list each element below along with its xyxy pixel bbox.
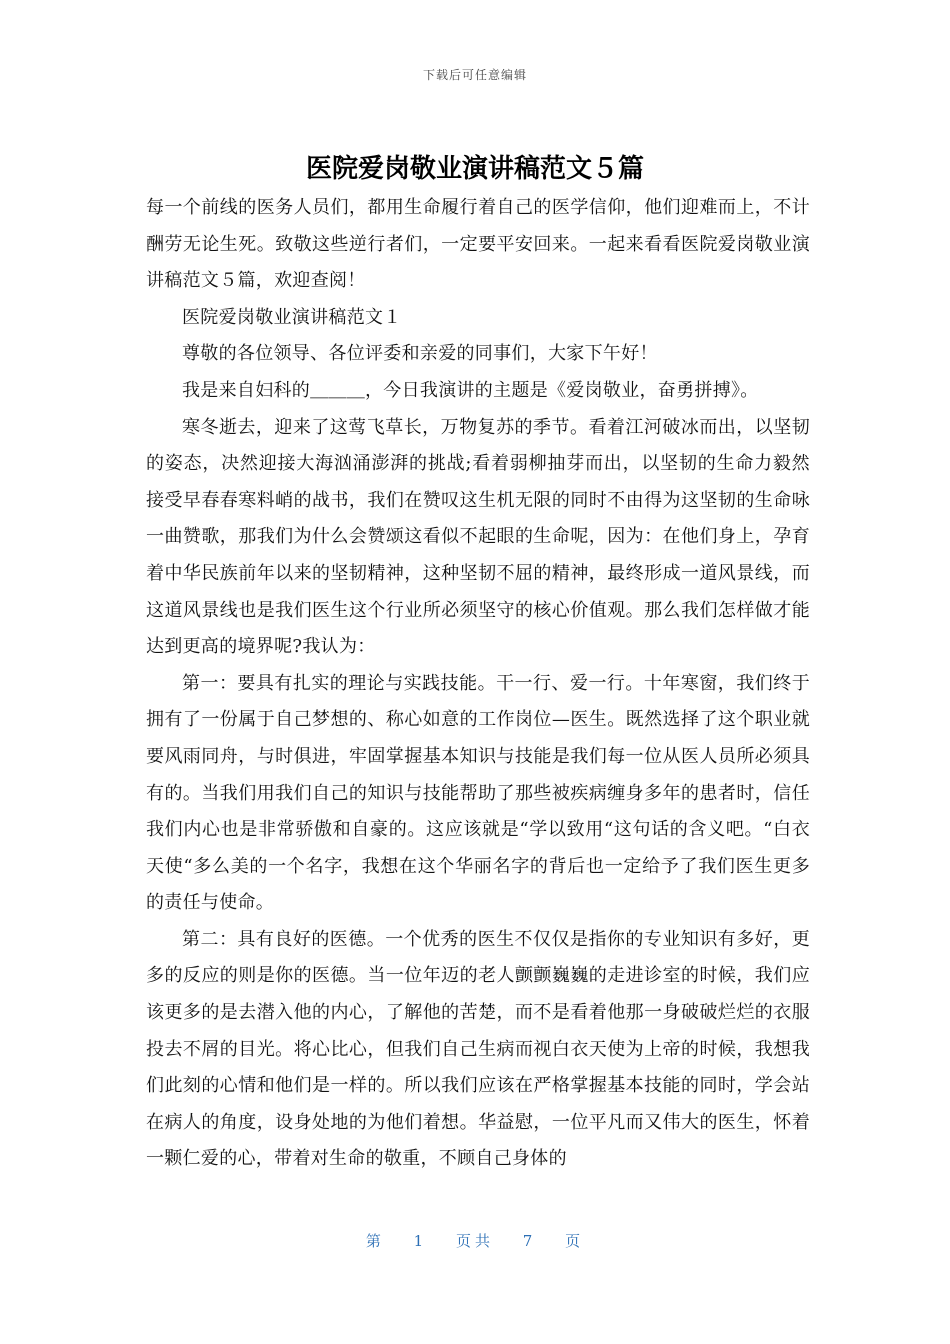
page-footer xyxy=(0,1230,950,1251)
footer-prefix: 第 xyxy=(365,1232,385,1250)
intro-paragraph: 每一个前线的医务人员们，都用生命履行着自己的医学信仰，他们迎难而上，不计酬劳无论生死。致敬这些逆行者们，一定要平安回来。一起来看看医院爱岗敬业演讲稿范文５篇，欢迎查阅！ xyxy=(146,197,810,292)
body-paragraph: 第一：要具有扎实的理论与实践技能。干一行、爱一行。十年寒窗，我们终于拥有了一份属于自己梦想的、称心如意的工作岗位—医生。既然选择了这个职业就要风雨同舟，与时俱进，牢固掌握基本知识与技能是我们每一位从医人员所必须具有的。当我们用我们自己的知识与技能帮助了那些被疾病缠身多年的患者时，信任我们内心也是非常骄傲和自豪的。这应该就是“学以致用“这句话的含义吧。“白衣天使“多么美的一个名字，我想在这个华丽名字的背后也一定给予了我们医生更多的责任与使命。 xyxy=(146,672,810,914)
footer-suffix: 页 xyxy=(565,1232,585,1250)
document-title: 医院爱岗敬业演讲稿范文５篇 xyxy=(305,154,644,184)
footer-page-number: 1 xyxy=(413,1232,428,1250)
section-heading: 医院爱岗敬业演讲稿范文１ xyxy=(182,306,402,328)
topic-paragraph: 我是来自妇科的＿＿＿，今日我演讲的主题是《爱岗敬业，奋勇拼搏》。 xyxy=(182,379,759,401)
footer-middle: 页共 xyxy=(455,1232,494,1250)
header-note: 下载后可任意编辑 xyxy=(422,68,527,82)
document-body xyxy=(146,190,810,1178)
greeting-paragraph: 尊敬的各位领导、各位评委和亲爱的同事们，大家下午好！ xyxy=(182,343,658,365)
footer-page-total: 7 xyxy=(522,1232,537,1250)
body-paragraph: 第二：具有良好的医德。一个优秀的医生不仅仅是指你的专业知识有多好，更多的反应的则是你的医德。当一位年迈的老人颤颤巍巍的走进诊室的时候，我们应该更多的是去潜入他的内心，了解他的苦楚，而不是看着他那一身破破烂烂的衣服投去不屑的目光。将心比心，但我们自己生病而视白衣天使为上帝的时候，我想我们此刻的心情和他们是一样的。所以我们应该在严格掌握基本技能的同时，学会站在病人的角度，设身处地的为他们着想。华益慰，一位平凡而又伟大的医生，怀着一颗仁爱的心，带着对生命的敬重，不顾自己身体的 xyxy=(146,928,810,1170)
body-paragraph: 寒冬逝去，迎来了这莺飞草长，万物复苏的季节。看着江河破冰而出，以坚韧的姿态，决然迎接大海汹涌澎湃的挑战;看着弱柳抽芽而出，以坚韧的生命力毅然接受早春春寒料峭的战书，我们在赞叹这生机无限的同时不由得为这坚韧的生命咏一曲赞歌，那我们为什么会赞颂这看似不起眼的生命呢，因为：在他们身上，孕育着中华民族前年以来的坚韧精神，这种坚韧不屈的精神，最终形成一道风景线，而这道风景线也是我们医生这个行业所必须坚守的核心价值观。那么我们怎样做才能达到更高的境界呢?我认为： xyxy=(146,416,810,658)
